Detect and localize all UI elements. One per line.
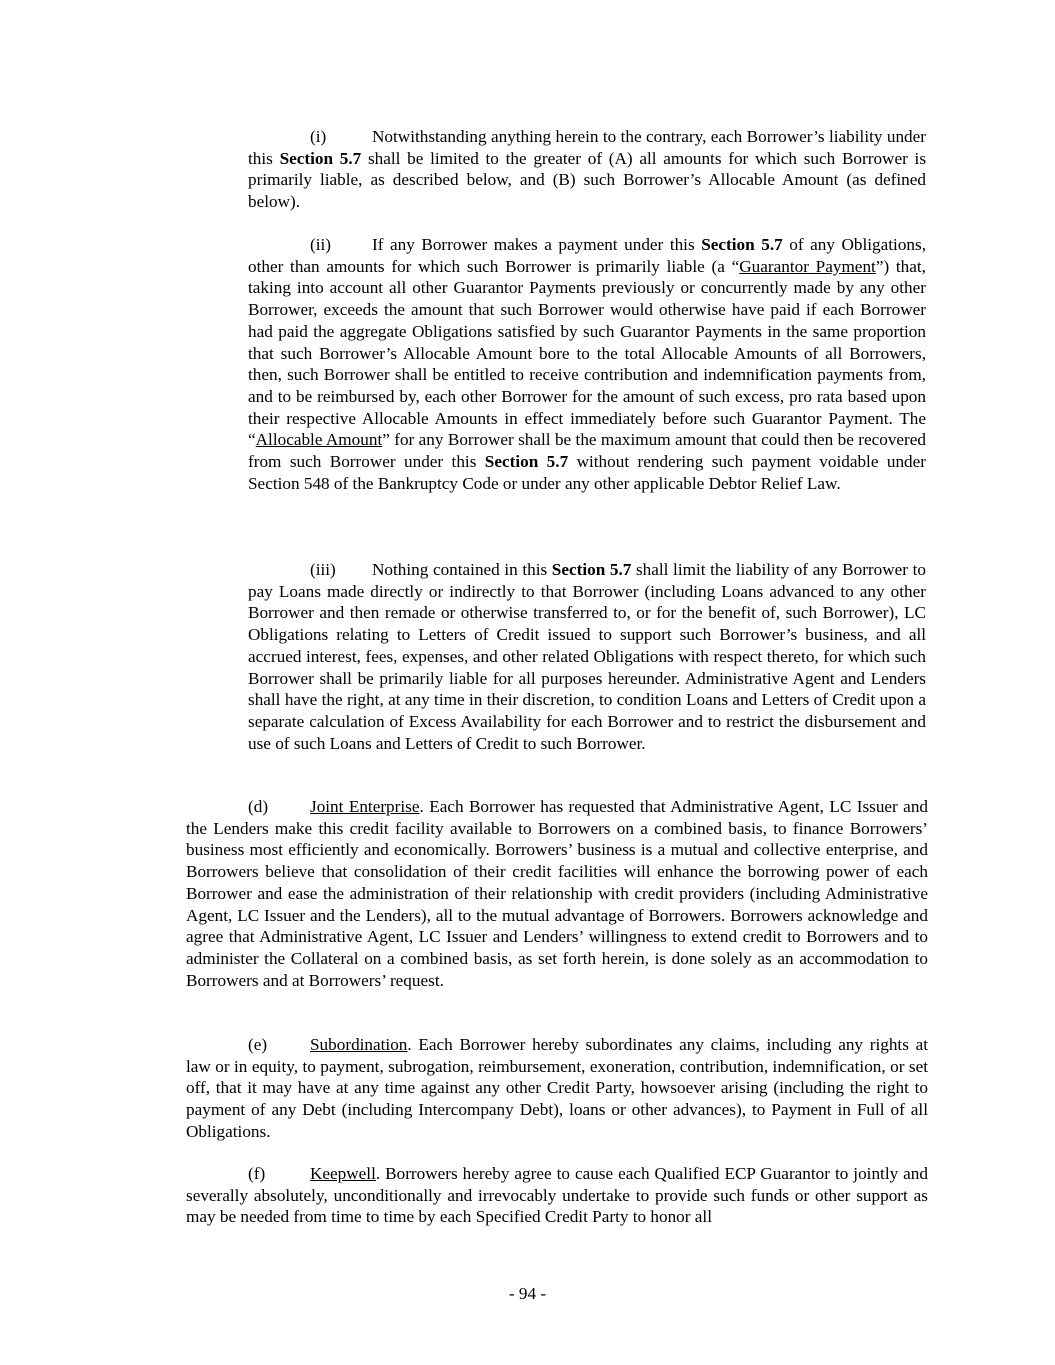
defined-term: Allocable Amount	[255, 430, 383, 450]
paragraph-label: (f)	[248, 1164, 266, 1183]
paragraph-e: (e) Subordination. Each Borrower hereby subordinates any claims, including any rights at law or in equity, to payment, subrogation, reimbursement, exoneration, contribution, indemnification, or set off, that it may have at any time against any other Credit Party, howsoever arising (including the right to payment of any Debt (including Intercompany Debt), loans or other advances), to Payment in Full of all Obligations.	[186, 1035, 928, 1141]
defined-term: Guarantor Payment	[739, 256, 876, 276]
section-reference: Section 5.7	[279, 148, 362, 168]
paragraph-label: (d)	[248, 797, 269, 816]
section-reference: Section 5.7	[551, 560, 632, 579]
paragraph-label: (i)	[310, 127, 327, 146]
paragraph-iii: (iii) Nothing contained in this Section 5.7 shall limit the liability of any Borrower to pay Loans made directly or indirectly to that Borrower (including Loans advanced to any other Borrower and then remade or otherwise transferred to, or for the benefit of, such Borrower), LC Obligations relating to Letters of Credit issued to support such Borrower’s business, and all accrued interest, fees, expenses, and other related Obligations with respect thereto, for which such Borrower shall be primarily liable for all purposes hereunder. Administrative Agent and Lenders shall have the right, at any time in their discretion, to condition Loans and Letters of Credit upon a separate calculation of Excess Availability for each Borrower and to restrict the disbursement and use of such Loans and Letters of Credit to such Borrower.	[248, 560, 926, 753]
page-number: - 94 -	[508, 1284, 547, 1303]
paragraph-d: (d) Joint Enterprise. Each Borrower has requested that Administrative Agent, LC Issuer and the Lenders make this credit facility available to Borrowers on a combined basis, to finance Borrowers’ business most efficiently and economically. Borrowers’ business is a mutual and collective enterprise, and Borrowers believe that consolidation of their credit facilities will enhance the borrowing power of each Borrower and ease the administration of their relationship with credit providers (including Administrative Agent, LC Issuer and the Lenders), all to the mutual advantage of Borrowers. Borrowers acknowledge and agree that Administrative Agent, LC Issuer and Lenders’ willingness to extend credit to Borrowers and to administer the Collateral on a combined basis, as set forth herein, is done solely as an accommodation to Borrowers and at Borrowers’ request.	[186, 797, 929, 990]
paragraph-ii: (ii) If any Borrower makes a payment under this Section 5.7 of any Obligations, other than amounts for which such Borrower is primarily liable (a “Guarantor Payment”) that, taking into account all other Guarantor Payments previously or concurrently made by any other Borrower, exceeds the amount that such Borrower would otherwise have paid if each Borrower had paid the aggregate Obligations satisfied by such Guarantor Payments in the same proportion that such Borrower’s Allocable Amount bore to the total Allocable Amounts of all Borrowers, then, such Borrower shall be entitled to receive contribution and indemnification payments from, and to be reimbursed by, each other Borrower for the amount of such excess, pro rata based upon their respective Allocable Amounts in effect immediately before such Guarantor Payment. The “Allocable Amount” for any Borrower shall be the maximum amount that could then be recovered from such Borrower under this Section 5.7 without rendering such payment voidable under Section 548 of the Bankruptcy Code or under any other applicable Debtor Relief Law.	[248, 235, 927, 493]
paragraph-i: (i) Notwithstanding anything herein to the contrary, each Borrower’s liability under this Section 5.7 shall be limited to the greater of (A) all amounts for which such Borrower is primarily liable, as described below, and (B) such Borrower’s Allocable Amount (as defined below).	[248, 127, 927, 212]
paragraph-heading: Joint Enterprise	[310, 797, 420, 816]
paragraph-label: (iii)	[310, 560, 336, 579]
paragraph-label: (e)	[248, 1035, 268, 1054]
paragraph-label: (ii)	[310, 235, 331, 254]
paragraph-heading: Keepwell	[310, 1164, 376, 1183]
paragraph-f: (f) Keepwell. Borrowers hereby agree to cause each Qualified ECP Guarantor to jointly and severally absolutely, unconditionally and irrevocably undertake to provide such funds or other support as may be needed from time to time by each Specified Credit Party to honor all	[186, 1164, 928, 1227]
paragraph-heading: Subordination	[310, 1035, 408, 1054]
section-reference: Section 5.7	[701, 235, 783, 254]
section-reference: Section 5.7	[484, 452, 569, 472]
